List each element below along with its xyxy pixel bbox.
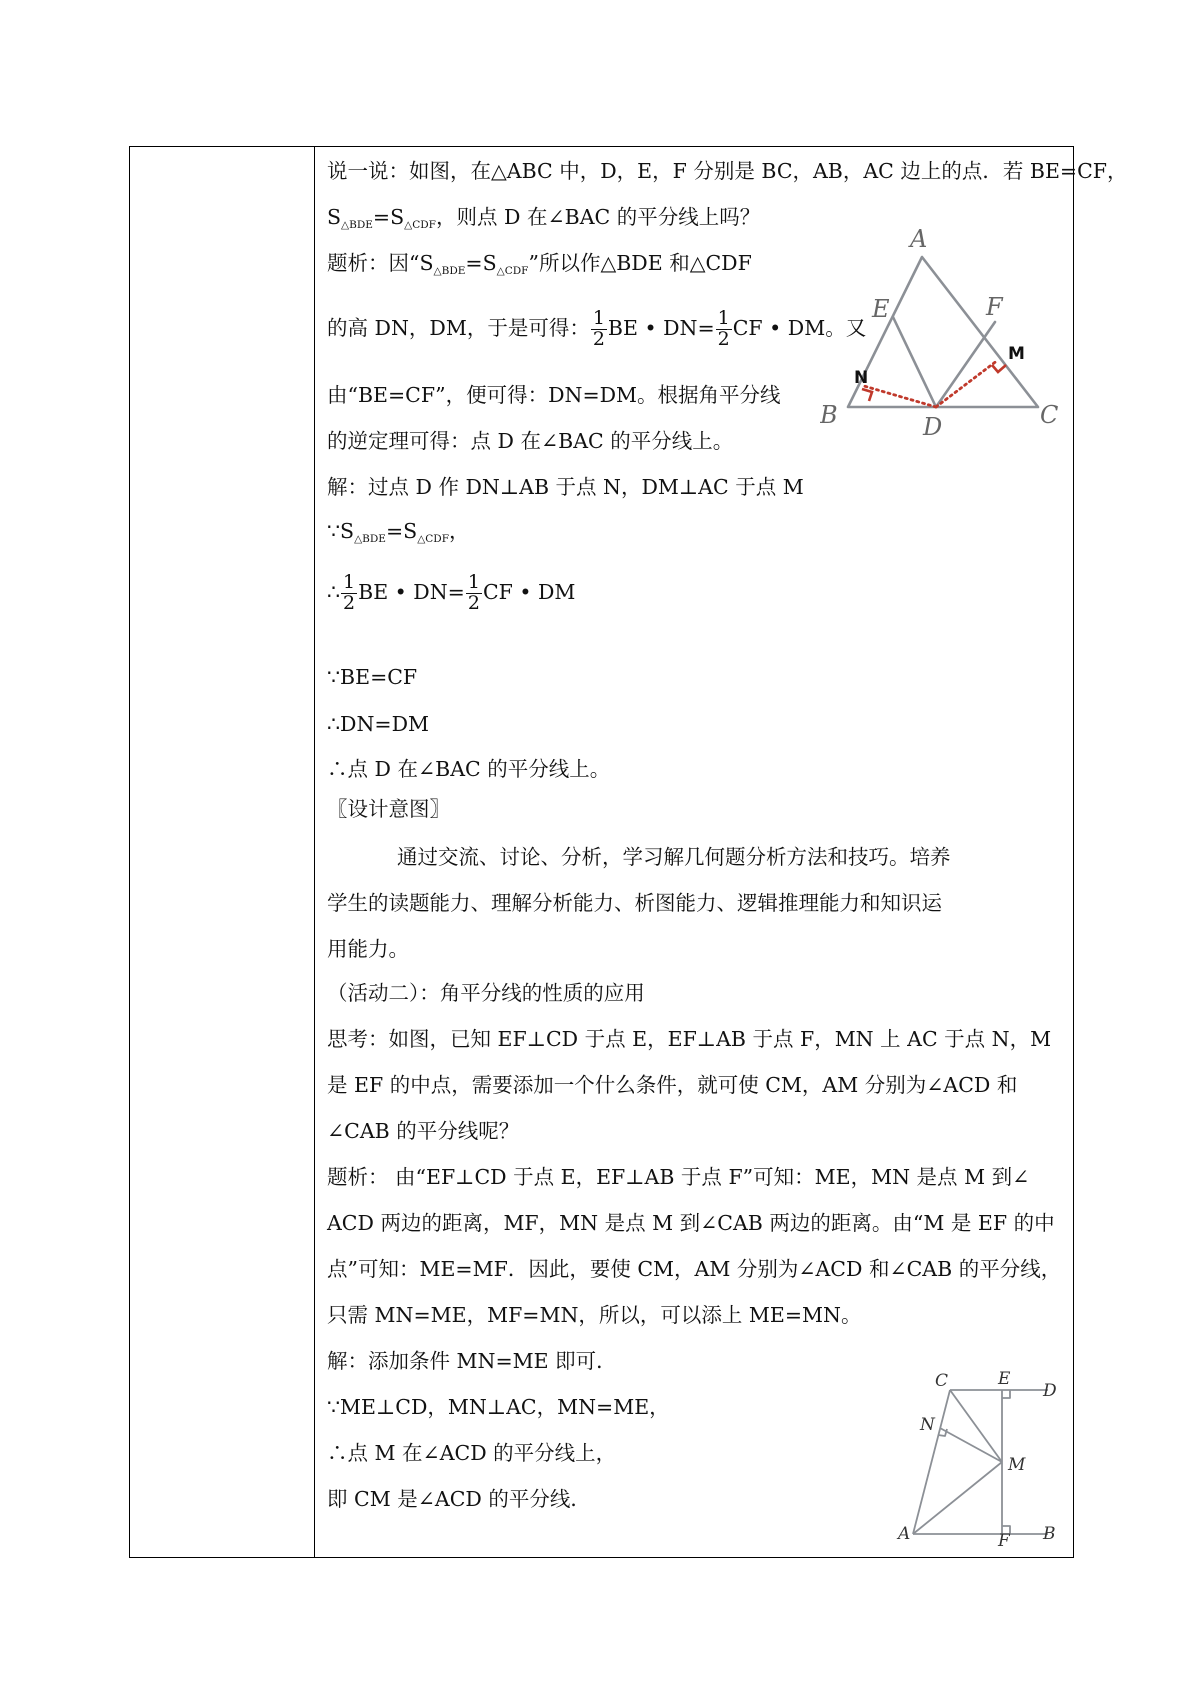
fraction [716, 309, 732, 350]
text-fragment: ∵S [327, 519, 355, 543]
fraction-denominator: 2 [467, 591, 480, 614]
equals-sign: =S [372, 205, 405, 229]
text-fragment: BE • DN= [607, 315, 715, 340]
text-line [327, 573, 575, 614]
text-line: 只需 MN=ME，MF=MN，所以，可以添上 ME=MN。 [327, 1303, 862, 1327]
text-line: 的逆定理可得：点 D 在∠BAC 的平分线上。 [327, 429, 734, 453]
column-divider [314, 147, 315, 1557]
text-line [327, 205, 761, 231]
text-line: 由“BE=CF”，便可得：DN=DM。根据角平分线 [327, 383, 781, 407]
text-line: 是 EF 的中点，需要添加一个什么条件，就可使 CM，AM 分别为∠ACD 和 [327, 1073, 1018, 1097]
text-line: ∵BE=CF [327, 665, 418, 689]
text-fragment: ∴ [327, 579, 341, 604]
fraction-denominator: 2 [717, 327, 730, 350]
text-line [327, 251, 752, 277]
text-line: 解：添加条件 MN=ME 即可． [327, 1349, 617, 1373]
label-d: D [1043, 1381, 1057, 1401]
label-c: C [1040, 401, 1059, 429]
text-line: 即 CM 是∠ACD 的平分线． [327, 1487, 591, 1511]
fraction-numerator: 1 [467, 571, 480, 593]
text-fragment: BE • DN= [358, 579, 465, 604]
text-line: 通过交流、讨论、分析，学习解几何题分析方法和技巧。培养 [397, 845, 951, 869]
subscript: △CDF [417, 533, 450, 545]
subscript: △CDF [404, 219, 436, 231]
subscript: △CDF [496, 265, 529, 277]
text-line: 题析： 由“EF⊥CD 于点 E，EF⊥AB 于点 F”可知：ME，MN 是点 M 到∠ [327, 1165, 1030, 1189]
triangle-figure-1 [820, 225, 1070, 445]
text-line [327, 309, 866, 350]
label-b: B [1043, 1524, 1056, 1544]
label-n: N [854, 368, 869, 388]
fraction-denominator: 2 [343, 591, 356, 614]
text-line: 点”可知：ME=MF．因此，要使 CM，AM 分别为∠ACD 和∠CAB 的平分线， [327, 1257, 1062, 1281]
geometry-figure-2 [880, 1368, 1070, 1546]
text-fragment: 的高 DN，DM，于是可得： [327, 315, 590, 340]
text-line: ∴DN=DM [327, 712, 430, 736]
text-line [327, 519, 470, 545]
fraction [466, 573, 482, 614]
text-line: 用能力。 [327, 937, 409, 961]
section-heading: （活动二）：角平分线的性质的应用 [327, 981, 645, 1005]
fraction [591, 309, 607, 350]
subscript: △BDE [433, 265, 466, 277]
text-fragment: ， [449, 519, 470, 543]
fraction [341, 573, 357, 614]
label-n: N [920, 1415, 935, 1435]
subscript: △BDE [354, 533, 386, 545]
subscript: △BDE [341, 219, 373, 231]
label-a: A [898, 1524, 911, 1544]
label-f: F [998, 1531, 1010, 1546]
text-line: ∴点 D 在∠BAC 的平分线上。 [327, 757, 611, 781]
text-line: 解：过点 D 作 DN⊥AB 于点 N，DM⊥AC 于点 M [327, 475, 804, 499]
text-fragment: CF • DM [482, 579, 576, 604]
text-fragment: ”所以作△BDE 和△CDF [528, 251, 752, 275]
text-line: ∵ME⊥CD，MN⊥AC，MN=ME， [327, 1395, 670, 1419]
label-c: C [935, 1371, 949, 1391]
label-f: F [986, 293, 1003, 321]
label-d: D [923, 413, 943, 441]
text-line: ACD 两边的距离，MF，MN 是点 M 到∠CAB 两边的距离。由“M 是 EF 的中 [327, 1211, 1055, 1235]
text-line: 学生的读题能力、理解分析能力、析图能力、逻辑推理能力和知识运 [327, 891, 942, 915]
text-line: 说一说：如图，在△ABC 中，D，E，F 分别是 BC，AB，AC 边上的点．若 BE=CF， [327, 159, 1128, 183]
fraction-numerator: 1 [717, 307, 730, 329]
text-fragment: ，则点 D 在∠BAC 的平分线上吗？ [435, 205, 761, 229]
fraction-numerator: 1 [343, 571, 356, 593]
fraction-numerator: 1 [592, 307, 605, 329]
label-a: A [910, 225, 928, 253]
text-line: ∴点 M 在∠ACD 的平分线上， [327, 1441, 617, 1465]
label-e: E [872, 295, 890, 323]
text-line: ∠CAB 的平分线呢？ [327, 1119, 520, 1143]
section-heading: 〖设计意图〗 [327, 797, 450, 821]
label-m: M [1008, 1455, 1026, 1475]
label-b: B [820, 401, 838, 429]
text-fragment: CF • DM。又 [732, 315, 867, 340]
equals-sign: =S [465, 251, 497, 275]
text-line: 思考：如图，已知 EF⊥CD 于点 E，EF⊥AB 于点 F，MN 上 AC 于点 N，M [327, 1027, 1052, 1051]
text-fragment: 题析：因“S [327, 251, 434, 275]
symbol: S [327, 205, 342, 229]
equals-sign: =S [385, 519, 418, 543]
fraction-denominator: 2 [592, 327, 605, 350]
label-m: M [1008, 344, 1025, 364]
label-e: E [998, 1369, 1011, 1389]
